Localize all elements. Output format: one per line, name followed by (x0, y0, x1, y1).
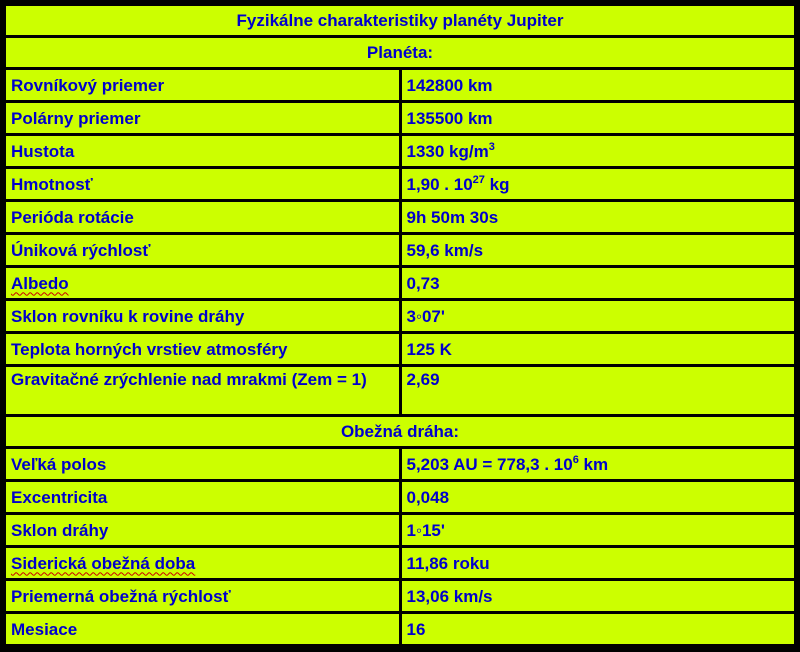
row-value: 1◦15' (402, 515, 795, 545)
row-label: Úniková rýchlosť (6, 235, 399, 265)
row-value: 125 K (402, 334, 795, 364)
row-value: 142800 km (402, 70, 795, 100)
row-label: Sklon rovníku k rovine dráhy (6, 301, 399, 331)
value-main: 5,203 AU = 778,3 . 10 (406, 454, 573, 474)
section-header-orbit: Obežná dráha: (6, 417, 794, 446)
row-label: Veľká polos (6, 449, 399, 479)
row-value: 0,048 (402, 482, 795, 512)
row-label: Polárny priemer (6, 103, 399, 133)
table-row (6, 334, 794, 364)
table-row (6, 136, 794, 166)
row-label: Mesiace (6, 614, 399, 644)
row-label: Rovníkový priemer (6, 70, 399, 100)
value-main: 1,90 . 10 (406, 174, 473, 194)
row-label: Gravitačné zrýchlenie nad mrakmi (Zem = 1) (6, 367, 399, 414)
value-exponent: 27 (472, 173, 485, 186)
row-value (402, 136, 795, 166)
section-header-row (6, 417, 794, 446)
row-label (6, 268, 399, 298)
jupiter-characteristics-table (3, 3, 797, 647)
value-exponent: 6 (572, 453, 579, 466)
table-row (6, 515, 794, 545)
row-value: 59,6 km/s (402, 235, 795, 265)
table-row (6, 268, 794, 298)
row-label: Hustota (6, 136, 399, 166)
row-value (402, 449, 795, 479)
table-row (6, 301, 794, 331)
table-row (6, 103, 794, 133)
row-label-text: Siderická obežná doba (11, 553, 196, 573)
table-row (6, 449, 794, 479)
row-label: Sklon dráhy (6, 515, 399, 545)
table-row (6, 367, 794, 414)
row-label-text: Albedo (11, 273, 69, 293)
section-header-planet: Planéta: (6, 38, 794, 67)
table-row (6, 614, 794, 644)
row-label: Perióda rotácie (6, 202, 399, 232)
title-row (6, 6, 794, 35)
value-unit: km (578, 454, 609, 474)
row-value (402, 169, 795, 199)
row-value: 135500 km (402, 103, 795, 133)
table-row (6, 235, 794, 265)
row-label: Excentricita (6, 482, 399, 512)
row-value: 2,69 (402, 367, 795, 414)
table-row (6, 581, 794, 611)
value-unit: kg (484, 174, 510, 194)
section-header-row (6, 38, 794, 67)
row-value: 9h 50m 30s (402, 202, 795, 232)
table-row (6, 482, 794, 512)
row-value: 0,73 (402, 268, 795, 298)
row-value: 11,86 roku (402, 548, 795, 578)
table-row (6, 70, 794, 100)
row-label: Hmotnosť (6, 169, 399, 199)
row-label: Priemerná obežná rýchlosť (6, 581, 399, 611)
row-value: 16 (402, 614, 795, 644)
row-label: Teplota horných vrstiev atmosféry (6, 334, 399, 364)
table-row (6, 202, 794, 232)
value-exponent: 3 (488, 140, 495, 153)
table-row (6, 548, 794, 578)
row-value: 13,06 km/s (402, 581, 795, 611)
value-main: 1330 kg/m (406, 141, 489, 161)
row-value: 3◦07' (402, 301, 795, 331)
table-row (6, 169, 794, 199)
table-title: Fyzikálne charakteristiky planéty Jupiter (6, 6, 794, 35)
row-label (6, 548, 399, 578)
